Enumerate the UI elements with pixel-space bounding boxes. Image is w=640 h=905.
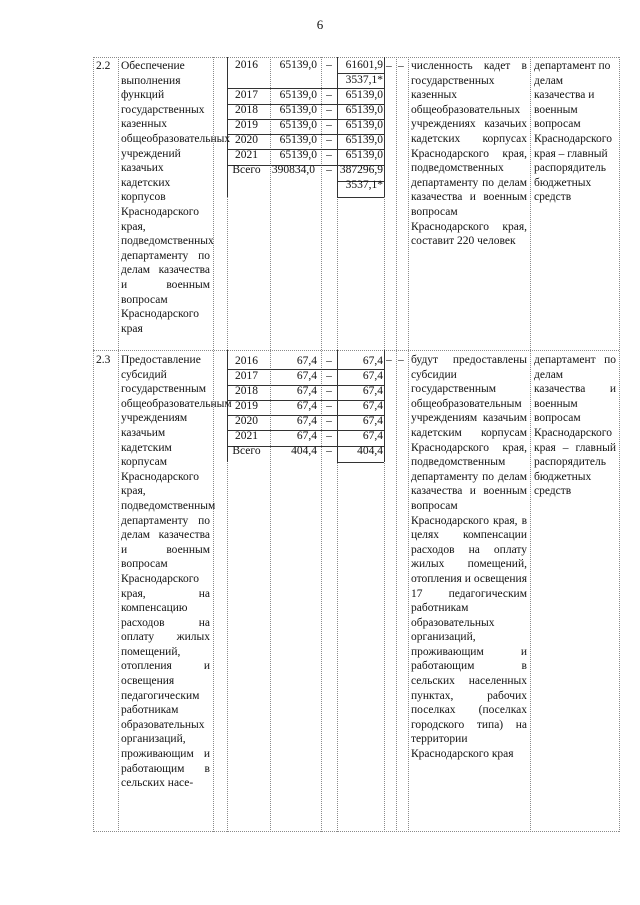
- year-row-total-extra: 3537,1*: [345, 179, 383, 191]
- year-row: 2021 65139,0 – 65139,0: [235, 149, 383, 161]
- year-row-extra: 3537,1*: [345, 74, 383, 86]
- year-values: [229, 58, 384, 193]
- row-number: 2.2: [96, 60, 111, 72]
- row-responsible: департамент по делам казачества и военным вопросам Краснодарского края – главный распорядитель бюджетных средств: [534, 60, 612, 204]
- year-row: 2017 65139,0 – 65139,0: [235, 89, 383, 101]
- year-row: 2016 67,4 – 67,4: [235, 355, 383, 367]
- dash-col-a: –: [386, 60, 392, 72]
- year-row: 2016 65139,0 – 61601,9: [235, 59, 383, 71]
- year-row: 2021 67,4 – 67,4: [235, 430, 383, 442]
- year-row: 2018 67,4 – 67,4: [235, 385, 383, 397]
- year-row: 2018 65139,0 – 65139,0: [235, 104, 383, 116]
- row-description: Предоставление субсидий государственным общеобразовательным учреждениям казачьим кадетским корпусам Краснодарского края, подведомственным департаменту по делам казачества и военным вопросам Краснодарского края, на компенсацию расходов на оплату жилых помещений, отопления и освещения педагогическим работникам образовательных организаций, проживающим и работающим в сельских насе-: [121, 354, 232, 790]
- year-row: 2019 65139,0 – 65139,0: [235, 119, 383, 131]
- year-values: [229, 354, 384, 459]
- row-description: Обеспечение выполнения функций государственных казенных общеобразовательных учреждений казачьих кадетских корпусов Краснодарского края, подведомственных департаменту по делам казачества и военным вопросам Краснодарского края: [121, 60, 231, 335]
- row-result: численность кадет в государственных казенных общеобразовательных учреждениях казачьих кадетских корпусах Краснодарского края, подведомственных департаменту по делам казачества и военным вопросам Краснодарского края, составит 220 человек: [411, 60, 527, 248]
- year-row: 2017 67,4 – 67,4: [235, 370, 383, 382]
- year-row: 2019 67,4 – 67,4: [235, 400, 383, 412]
- year-row-total: Всего 404,4 – 404,4: [232, 445, 383, 457]
- dash-col-b: –: [398, 60, 404, 72]
- dash-col-b: –: [398, 354, 404, 366]
- row-number: 2.3: [96, 354, 111, 366]
- year-row: 2020 65139,0 – 65139,0: [235, 134, 383, 146]
- row-result: будут предоставлены субсидии государственным общеобразовательным учреждениям казачьим кадетским корпусам Краснодарского края, подведомственным департаменту по делам казачества и военным вопросам Краснодарского края, в целях компенсации расходов на оплату жилых помещений, отопления и освещения 17 педагогическим работникам образовательных организаций, проживающим и работающим в сельских населенных пунктах, рабочих поселках (поселках городского типа) на территории Краснодарского края: [411, 354, 527, 761]
- row-responsible: департамент по делам казачества и военным вопросам Краснодарского края – главный распорядитель бюджетных средств: [534, 354, 616, 498]
- year-row: 2020 67,4 – 67,4: [235, 415, 383, 427]
- page-number: 6: [316, 17, 324, 32]
- year-row-total: Всего 390834,0 – 387296,9: [232, 164, 383, 176]
- dash-col-a: –: [386, 354, 392, 366]
